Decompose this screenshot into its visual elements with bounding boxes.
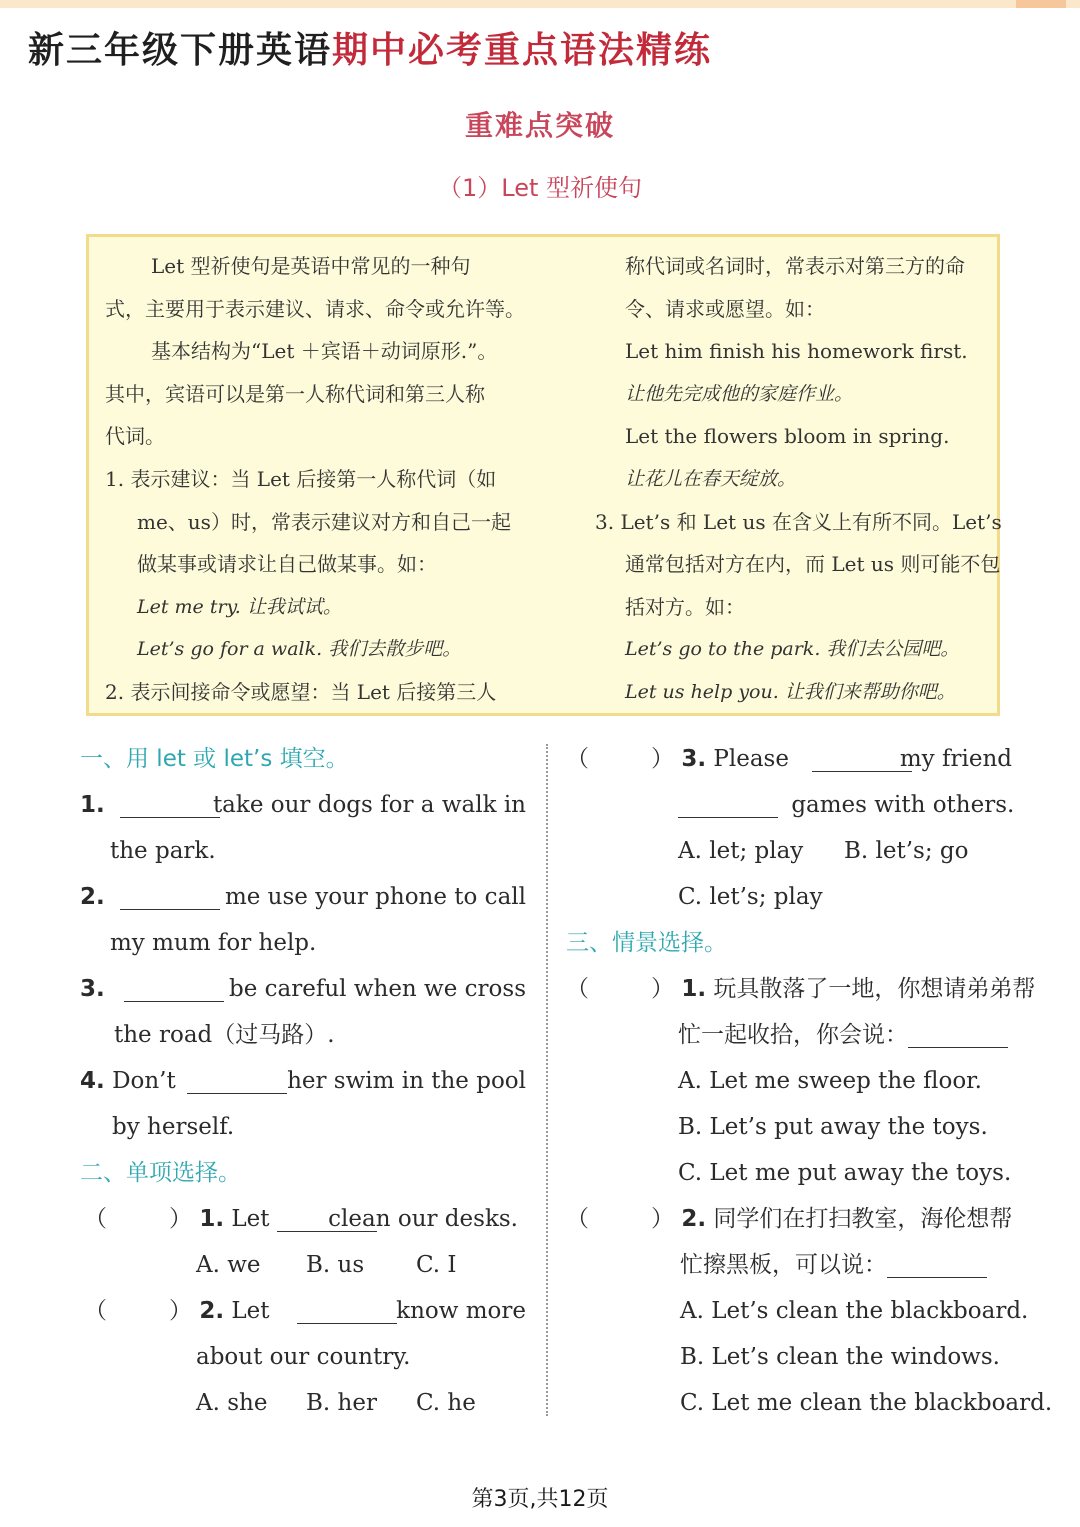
question-number: 4. [80,1068,105,1094]
question-number: 3. [80,976,105,1002]
answer-blank[interactable] [887,1251,987,1278]
question-text: the road（过马路）. [114,1022,335,1048]
rule-column-right [595,245,1002,714]
option-a[interactable]: A. let; play [678,838,804,864]
question-text: 同学们在打扫教室，海伦想帮 [713,1206,1013,1232]
question-1-1 [80,782,526,828]
part1-heading: 一、用 let 或 let’s 填空。 [80,746,349,772]
close-paren: ） [169,1298,192,1324]
options-row [196,1380,496,1426]
rule-line: 3. Let’s 和 Let us 在含义上有所不同。Let’s [595,509,1002,534]
question-text: Don’t [112,1068,176,1094]
question-1-4 [80,1058,526,1104]
answer-blank[interactable] [812,745,912,772]
option-b[interactable]: B. her [306,1390,377,1416]
part3-heading: 三、情景选择。 [566,930,727,956]
rule-column-left [105,245,535,714]
rule-line: 其中，宾语可以是第一人称代词和第三人称 [105,381,485,406]
question-text: clean our desks. [328,1206,518,1232]
rule-line: 基本结构为“Let ＋宾语＋动词原形.”。 [151,339,498,364]
rule-line: 通常包括对方在内，而 Let us 则可能不包 [625,552,1001,577]
grammar-rule-box [86,234,1000,716]
page-title-red: 期中必考重点语法精练 [332,30,713,71]
question-text: me use your phone to call [224,884,526,910]
section-subtitle: （1）Let 型祈使句 [437,174,643,202]
rule-example: Let him finish his homework first. [625,339,968,364]
option-c[interactable]: C. let’s; play [678,884,823,910]
rule-example: Let me try. 让我试试。 [137,595,342,618]
question-text: take our dogs for a walk in [212,792,526,818]
open-paren: （ [84,1206,107,1232]
options-row [678,828,998,874]
section-title: 重难点突破 [464,109,615,142]
question-text: by herself. [112,1114,235,1140]
question-2-1 [84,1196,526,1242]
close-paren: ） [169,1206,192,1232]
question-number: 1. [681,976,707,1002]
answer-blank[interactable] [120,883,220,910]
option-b[interactable]: B. Let’s clean the windows. [680,1344,1000,1370]
answer-blank[interactable] [187,1067,287,1094]
option-c[interactable]: C. Let me clean the blackboard. [680,1390,1053,1416]
question-line [678,782,1014,828]
option-b[interactable]: B. Let’s put away the toys. [678,1114,988,1140]
option-b[interactable]: B. us [306,1252,365,1278]
question-number: 2. [681,1206,707,1232]
page-title-black: 新三年级下册英语 [28,30,333,71]
question-text: Please [713,746,789,772]
rule-line: 做某事或请求让自己做某事。如： [137,552,437,577]
question-line [678,1012,1008,1058]
answer-blank[interactable] [908,1021,1008,1048]
rule-example: 让他先完成他的家庭作业。 [625,382,854,405]
rule-line: 令、请求或愿望。如： [625,296,825,321]
question-2-2 [84,1288,526,1334]
rule-line: 式，主要用于表示建议、请求、命令或允许等。 [105,296,525,321]
question-text: know more [396,1298,526,1324]
rule-line: 2. 表示间接命令或愿望：当 Let 后接第三人 [105,679,497,704]
question-3-1 [566,966,1036,1012]
rule-line: 1. 表示建议：当 Let 后接第一人称代词（如 [105,466,497,491]
question-2-3 [566,736,1012,782]
options-row [196,1242,496,1288]
open-paren: （ [566,976,589,1002]
question-text: 玩具散落了一地，你想请弟弟帮 [713,976,1036,1002]
close-paren: ） [651,1206,674,1232]
option-c[interactable]: C. Let me put away the toys. [678,1160,1012,1186]
question-number: 1. [199,1206,225,1232]
question-1-3 [80,966,526,1012]
rule-line: 括对方。如： [625,594,745,619]
option-a[interactable]: A. we [196,1252,261,1278]
question-number: 1. [80,792,105,818]
answer-blank[interactable] [124,975,224,1002]
close-paren: ） [651,976,674,1002]
option-a[interactable]: A. Let’s clean the blackboard. [680,1298,1029,1324]
option-c[interactable]: C. I [416,1252,457,1278]
page-header [0,18,1080,78]
option-a[interactable]: A. Let me sweep the floor. [678,1068,982,1094]
question-text: her swim in the pool [287,1068,526,1094]
top-decor-tab [1016,0,1066,8]
question-1-2 [80,874,526,920]
open-paren: （ [84,1298,107,1324]
question-text: Let [231,1206,270,1232]
question-text: about our country. [196,1344,411,1370]
rule-line: Let 型祈使句是英语中常见的一种句 [151,254,471,278]
question-3-2 [566,1196,1012,1242]
page-number: 第3页,共12页 [471,1487,609,1512]
question-text: 忙一起收拾，你会说： [678,1022,908,1048]
question-text: 忙擦黑板，可以说： [680,1252,887,1278]
rule-line: me、us）时，常表示建议对方和自己一起 [137,509,511,534]
question-number: 3. [681,746,707,772]
question-text: the park. [110,838,216,864]
exercise-column-left [80,736,526,1426]
answer-blank[interactable] [120,791,220,818]
question-text: my friend [899,746,1012,772]
open-paren: （ [566,746,589,772]
top-decor-bar [0,0,1080,8]
rule-example: Let’s go for a walk. 我们去散步吧。 [137,638,462,661]
column-divider [546,744,548,1416]
close-paren: ） [651,746,674,772]
rule-example: Let the flowers bloom in spring. [625,424,950,449]
exercise-column-right [566,736,1053,1426]
question-number: 2. [80,884,105,910]
answer-blank[interactable] [297,1297,397,1324]
question-number: 2. [199,1298,225,1324]
option-a[interactable]: A. she [196,1390,268,1416]
rule-line: 代词。 [105,424,165,449]
question-text: Let [231,1298,270,1324]
page-title [28,22,712,73]
question-text: games with others. [791,792,1015,818]
part2-heading: 二、单项选择。 [80,1160,241,1186]
question-text: be careful when we cross [228,976,526,1002]
option-b[interactable]: B. let’s; go [844,838,969,864]
question-line [680,1242,987,1288]
option-c[interactable]: C. he [416,1390,476,1416]
rule-example: 让花儿在春天绽放。 [625,467,797,490]
question-text: my mum for help. [110,930,317,956]
answer-blank[interactable] [678,791,778,818]
rule-line: 称代词或名词时，常表示对第三方的命 [625,254,965,278]
rule-example: Let’s go to the park. 我们去公园吧。 [625,638,960,661]
open-paren: （ [566,1206,589,1232]
rule-example: Let us help you. 让我们来帮助你吧。 [625,680,956,703]
